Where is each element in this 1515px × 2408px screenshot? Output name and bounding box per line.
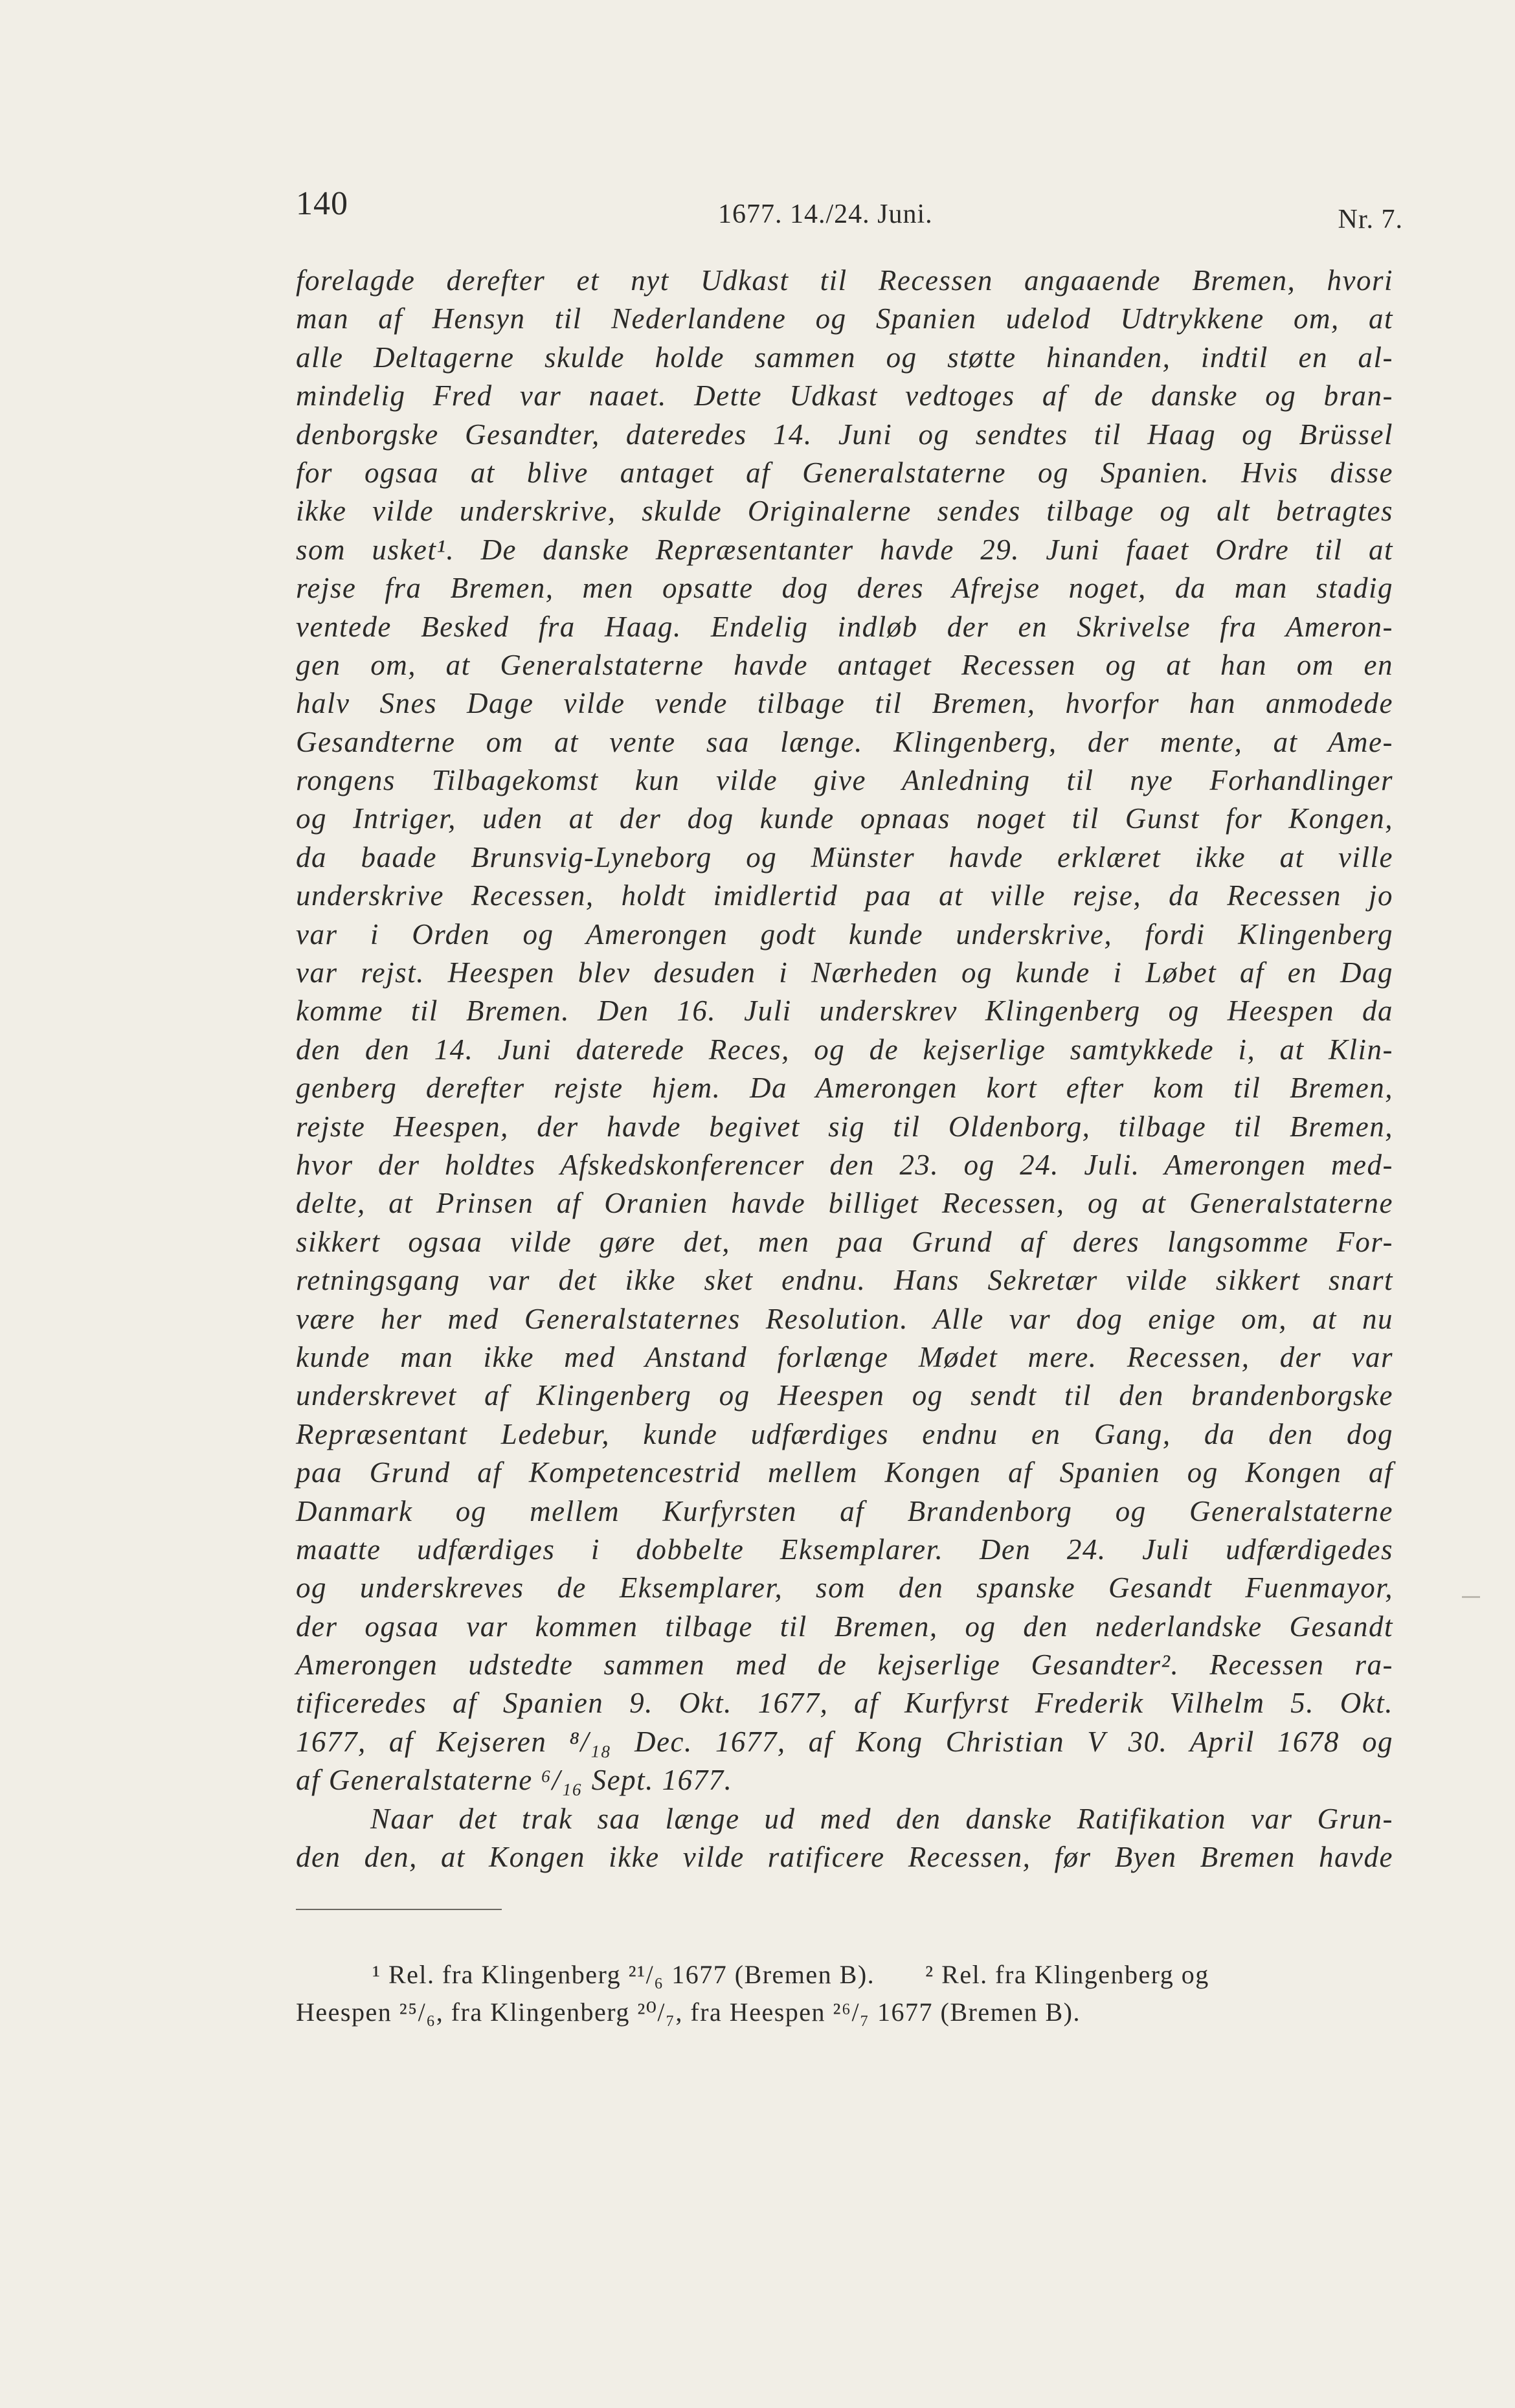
text-line: som usket¹. De danske Repræsentanter havde 29. Juni faaet Ordre til at [296,533,1393,566]
text-line: sikkert ogsaa vilde gøre det, men paa Grund af deres langsomme For- [296,1225,1393,1258]
text-line: 1677, af Kejseren ⁸/₁₈ Dec. 1677, af Kong Christian V 30. April 1678 og [296,1725,1393,1758]
footnote-line [296,1994,1390,2031]
text-line: paa Grund af Kompetencestrid mellem Kongen af Spanien og Kongen af [296,1456,1393,1489]
text-line: var i Orden og Amerongen godt kunde underskrive, fordi Klingenberg [296,917,1393,951]
text-line: underskrevet af Klingenberg og Heespen og sendt til den brandenborgske [296,1379,1393,1412]
text-line: tificeredes af Spanien 9. Okt. 1677, af Kurfyrst Frederik Vilhelm 5. Okt. [296,1687,1393,1720]
text-line: rejste Heespen, der havde begivet sig til Oldenborg, tilbage til Bremen, [296,1110,1393,1143]
text-line: komme til Bremen. Den 16. Juli underskrev Klingenberg og Heespen da [296,995,1393,1028]
footnote-2-continued: Heespen ²⁵/₆, fra Klingenberg ²⁰/₇, fra Heespen ²⁶/₇ 1677 (Bremen B). [296,1997,1081,2027]
text-line: denborgske Gesandter, dateredes 14. Juni og sendtes til Haag og Brüssel [296,418,1393,451]
text-line: ikke vilde underskrive, skulde Originalerne sendes tilbage og alt betragtes [296,495,1393,528]
text-line: Repræsentant Ledebur, kunde udfærdiges endnu en Gang, da den dog [296,1417,1393,1450]
text-line: Danmark og mellem Kurfyrsten af Brandenborg og Generalstaterne [296,1494,1393,1527]
text-line: rejse fra Bremen, men opsatte dog deres Afrejse noget, da man stadig [296,572,1393,605]
main-text [296,262,1393,1876]
text-line: man af Hensyn til Nederlandene og Spanien udelod Udtrykkene om, at [296,302,1393,335]
text-line: Amerongen udstedte sammen med de kejserlige Gesandter². Recessen ra- [296,1648,1393,1682]
text-line: hvor der holdtes Afskedskonferencer den 23. og 24. Juli. Amerongen med- [296,1148,1393,1181]
text-line: gen om, at Generalstaterne havde antaget Recessen og at han om en [296,648,1393,681]
footnote-1: ¹ Rel. fra Klingenberg ²¹/₆ 1677 (Bremen B). [372,1960,875,1989]
text-line: var rejst. Heespen blev desuden i Nærheden og kunde i Løbet af en Dag [296,956,1393,989]
running-head-date: 1677. 14./24. Juni. [718,199,933,229]
text-line: retningsgang var det ikke sket endnu. Hans Sekretær vilde sikkert snart [296,1264,1393,1297]
footnote-line [296,1956,1390,1994]
text-line: maatte udfærdiges i dobbelte Eksemplarer. Den 24. Juli udfærdigedes [296,1533,1393,1566]
text-line: kunde man ikke med Anstand forlænge Mødet mere. Recessen, der var [296,1340,1393,1373]
text-line: der ogsaa var kommen tilbage til Bremen, og den nederlandske Gesandt [296,1610,1393,1643]
text-line: underskrive Recessen, holdt imidlertid paa at ville rejse, da Recessen jo [296,879,1393,912]
text-line: ventede Besked fra Haag. Endelig indløb der en Skrivelse fra Ameron- [296,610,1393,643]
text-line: rongens Tilbagekomst kun vilde give Anledning til nye Forhandlinger [296,764,1393,797]
paragraph-end-line: af Generalstaterne ⁶/₁₆ Sept. 1677. [296,1764,733,1797]
text-line: halv Snes Dage vilde vende tilbage til Bremen, hvorfor han anmodede [296,687,1393,720]
text-line: for ogsaa at blive antaget af Generalstaterne og Spanien. Hvis disse [296,456,1393,489]
text-line: den den, at Kongen ikke vilde ratificere Recessen, før Byen Bremen havde [296,1841,1393,1874]
footnote-divider [296,1909,502,1910]
text-line: og Intriger, uden at der dog kunde opnaas noget til Gunst for Kongen, [296,802,1393,835]
margin-mark [1462,1596,1480,1598]
document-number: Nr. 7. [1338,205,1403,234]
text-line: delte, at Prinsen af Oranien havde billiget Recessen, og at Generalstaterne [296,1187,1393,1220]
text-line: da baade Brunsvig-Lyneborg og Münster havde erklæret ikke at ville [296,840,1393,873]
text-line: og underskreves de Eksemplarer, som den spanske Gesandt Fuenmayor, [296,1571,1393,1604]
page-number: 140 [296,185,348,222]
paragraph-start-line: Naar det trak saa længe ud med den danske Ratifikation var Grun- [370,1802,1393,1835]
text-line: være her med Generalstaternes Resolution. Alle var dog enige om, at nu [296,1302,1393,1335]
text-line: alle Deltagerne skulde holde sammen og støtte hinanden, indtil en al- [296,341,1393,374]
text-line: Gesandterne om at vente saa længe. Klingenberg, der mente, at Ame- [296,725,1393,758]
text-line: den den 14. Juni daterede Reces, og de kejserlige samtykkede i, at Klin- [296,1033,1393,1066]
text-line: forelagde derefter et nyt Udkast til Recessen angaaende Bremen, hvori [296,264,1393,297]
text-line: mindelig Fred var naaet. Dette Udkast vedtoges af de danske og bran- [296,379,1393,412]
footnotes [296,1956,1390,2031]
page-header [296,185,1403,236]
footnote-2-start: ² Rel. fra Klingenberg og [925,1960,1209,1989]
text-line: genberg derefter rejste hjem. Da Amerongen kort efter kom til Bremen, [296,1072,1393,1105]
